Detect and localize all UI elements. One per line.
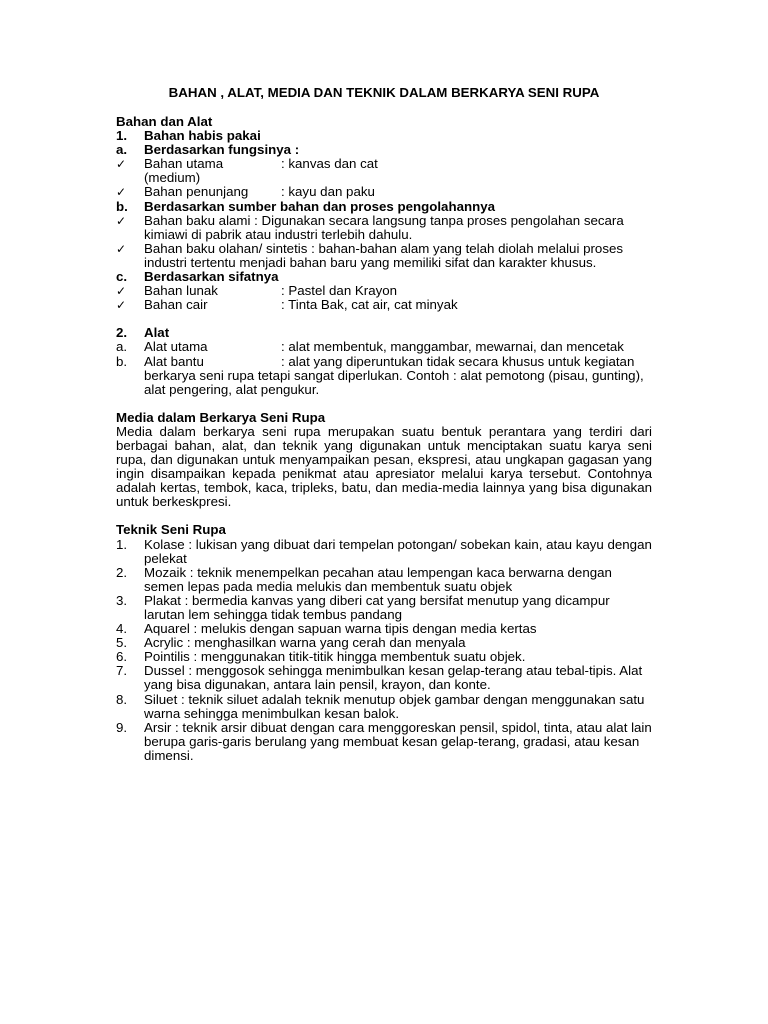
list-letter: b.: [116, 198, 128, 214]
alat-item-value: : alat yang diperuntukan tidak secara khusus untuk kegiatan: [281, 353, 635, 369]
list-number: 1.: [116, 536, 128, 552]
check-item: [116, 214, 652, 242]
list-number: 3.: [116, 592, 128, 608]
checkmark-icon: ✓: [116, 213, 127, 228]
sublist-item-sifat: [116, 270, 652, 284]
list-item-text: Pointilis : menggunakan titik-titik hingga membentuk suatu objek.: [144, 649, 526, 665]
list-number: 2.: [116, 325, 128, 341]
section-heading-teknik: Teknik Seni Rupa: [116, 522, 226, 538]
list-number: 7.: [116, 663, 128, 679]
list-number: 2.: [116, 564, 128, 580]
check-item-label: Bahan utama (medium): [144, 156, 224, 186]
spacer: [116, 397, 652, 411]
document-content: [116, 86, 652, 763]
sublist-label: Berdasarkan sumber bahan dan proses pengolahannya: [144, 198, 495, 214]
list-item-alat: [116, 326, 652, 340]
list-letter: a.: [116, 339, 128, 355]
check-item-value: : Pastel dan Krayon: [281, 283, 398, 299]
list-item: [116, 721, 652, 763]
alat-item: [116, 355, 652, 369]
media-paragraph: Media dalam berkarya seni rupa merupakan suatu bentuk perantara yang terdiri dari berbagai bahan, alat, dan teknik yang digunakan untuk menciptakan suatu karya seni rupa, dan digunakan untuk menyampaikan pesan, ekspresi, atau ungkapan gagasan yang ingin disampaikan kepada penikmat atau apresiator melalui karya tersebut. Contohnya adalah kertas, tembok, kaca, tripleks, batu, dan media-media lainnya yang bisa digunakan untuk berkeskpresi.: [116, 423, 652, 510]
alat-item-continuation-text: berkarya seni rupa tetapi sangat diperlukan. Contoh : alat pemotong (pisau, gunting), alat pengering, alat pengukur.: [144, 367, 644, 397]
list-number: 4.: [116, 621, 128, 637]
checkmark-icon: ✓: [116, 241, 127, 256]
list-item: [116, 538, 652, 566]
list-number: 1.: [116, 128, 128, 144]
alat-item-value: : alat membentuk, manggambar, mewarnai, dan mencetak: [281, 339, 624, 355]
check-item-label: Bahan lunak: [144, 283, 218, 299]
list-item-text: Plakat : bermedia kanvas yang diberi cat yang bersifat menutup yang dicampur larutan lem sehingga tidak tembus pandang: [144, 592, 610, 622]
check-item-label: Bahan penunjang: [144, 184, 249, 200]
alat-item-label: Alat utama: [144, 339, 208, 355]
alat-item-label: Alat bantu: [144, 353, 204, 369]
list-letter: b.: [116, 353, 128, 369]
checkmark-icon: ✓: [116, 185, 127, 200]
document-title: BAHAN , ALAT, MEDIA DAN TEKNIK DALAM BERKARYA SENI RUPA: [168, 85, 600, 100]
list-item-label: Bahan habis pakai: [144, 128, 261, 144]
list-number: 5.: [116, 635, 128, 651]
check-item-text: Bahan baku alami : Digunakan secara langsung tanpa proses pengolahan secara kimiawi di pabrik atau industri terlebih dahulu.: [144, 212, 624, 242]
list-item: [116, 636, 652, 650]
teknik-list: [116, 538, 652, 764]
list-item-label: Alat: [144, 325, 170, 341]
spacer: [116, 312, 652, 326]
check-item: [116, 157, 652, 185]
section-heading-media: Media dalam Berkarya Seni Rupa: [116, 409, 326, 425]
sublist-item-sumber: [116, 200, 652, 214]
list-number: 9.: [116, 719, 128, 735]
check-item-value: : kanvas dan cat: [281, 156, 378, 172]
list-item-text: Arsir : teknik arsir dibuat dengan cara menggoreskan pensil, spidol, tinta, atau alat lain berupa garis-garis berulang yang membuat kesan gelap-terang, gradasi, atau kesan dimensi.: [144, 719, 652, 763]
list-letter: a.: [116, 142, 128, 158]
check-item-value: : kayu dan paku: [281, 184, 375, 200]
list-item-text: Siluet : teknik siluet adalah teknik menutup objek gambar dengan menggunakan satu warna sehingga menimbulkan kesan balok.: [144, 691, 645, 721]
list-item: [116, 650, 652, 664]
list-item: [116, 664, 652, 692]
check-item-text: Bahan baku olahan/ sintetis : bahan-bahan alam yang telah diolah melalui proses industri tertentu menjadi bahan baru yang memiliki sifat dan karakter khusus.: [144, 240, 624, 270]
list-number: 8.: [116, 691, 128, 707]
list-item: [116, 566, 652, 594]
list-item-bahan-habis-pakai: [116, 129, 652, 143]
list-item: [116, 622, 652, 636]
checkmark-icon: ✓: [116, 298, 127, 313]
section-heading-bahan-alat: Bahan dan Alat: [116, 114, 213, 129]
list-item: [116, 594, 652, 622]
spacer: [116, 509, 652, 523]
list-number: 6.: [116, 649, 128, 665]
check-item: [116, 284, 652, 298]
list-item-text: Acrylic : menghasilkan warna yang cerah dan menyala: [144, 635, 466, 651]
list-item-text: Aquarel : melukis dengan sapuan warna tipis dengan media kertas: [144, 621, 537, 637]
check-item-label: Bahan cair: [144, 297, 208, 313]
check-item: [116, 242, 652, 270]
list-item-text: Kolase : lukisan yang dibuat dari tempelan potongan/ sobekan kain, atau kayu dengan pelekat: [144, 536, 652, 566]
alat-item-continuation: [116, 369, 652, 397]
list-letter: c.: [116, 269, 128, 285]
sublist-label: Berdasarkan sifatnya: [144, 269, 279, 285]
list-item-text: Dussel : menggosok sehingga menimbulkan kesan gelap-terang atau tebal-tipis. Alat yang bisa digunakan, antara lain pensil, krayon, dan konte.: [144, 663, 643, 693]
checkmark-icon: ✓: [116, 157, 127, 172]
alat-item: [116, 340, 652, 354]
check-item-value: : Tinta Bak, cat air, cat minyak: [281, 297, 458, 313]
sublist-label: Berdasarkan fungsinya :: [144, 142, 300, 158]
list-item: [116, 693, 652, 721]
list-item-text: Mozaik : teknik menempelkan pecahan atau lempengan kaca berwarna dengan semen lepas pada media melukis dan membentuk suatu objek: [144, 564, 612, 594]
checkmark-icon: ✓: [116, 284, 127, 299]
check-item: [116, 185, 652, 199]
sublist-item-fungsi: [116, 143, 652, 157]
check-item: [116, 298, 652, 312]
